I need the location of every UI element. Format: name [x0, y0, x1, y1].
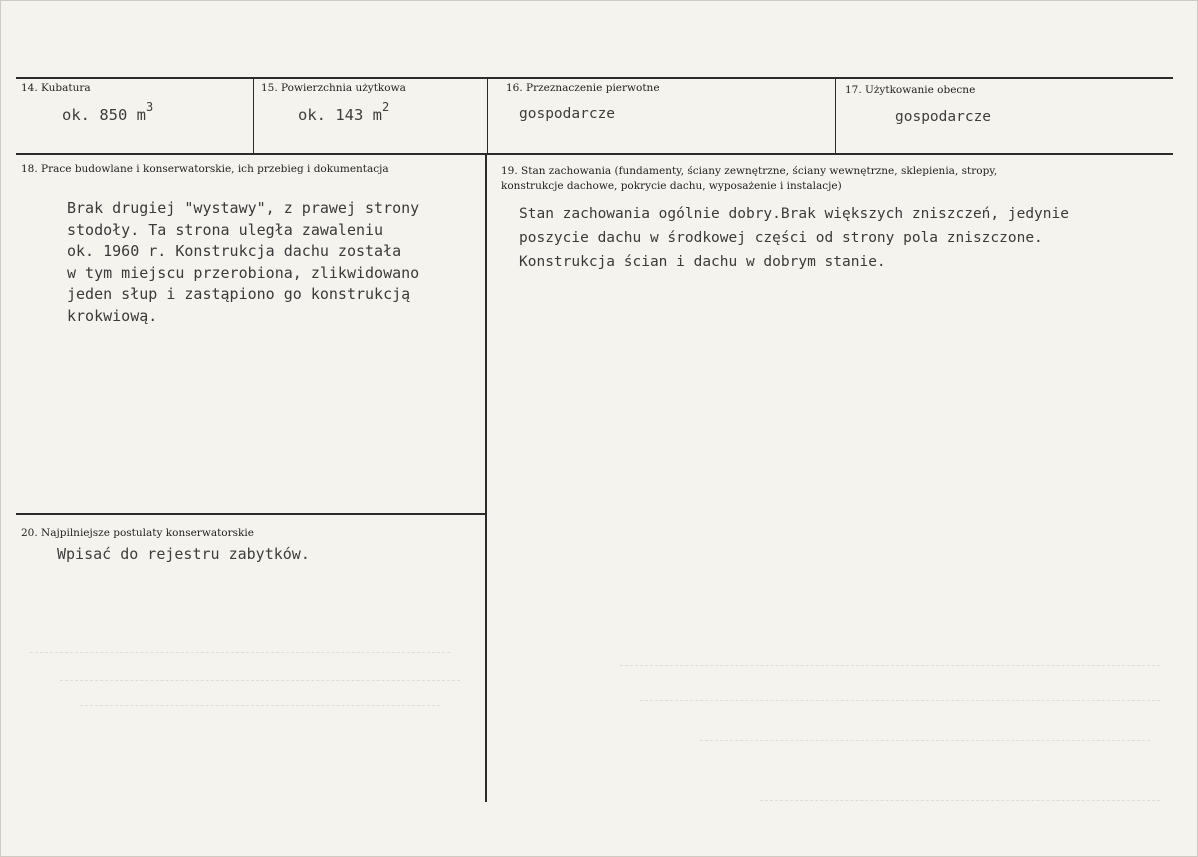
field-18-line: Brak drugiej "wystawy", z prawej strony [67, 199, 420, 217]
field-15-value [298, 100, 390, 125]
field-14-value-text: ok. 850 m [62, 106, 146, 125]
bleed-mark [640, 700, 1160, 701]
field-18-line: krokwiową. [67, 306, 158, 325]
field-20-label: 20. Najpilniejsze postulaty konserwatorskie [21, 527, 254, 539]
field-18-text [67, 198, 419, 327]
divider-16-17 [835, 78, 836, 154]
field-16-label: 16. Przeznaczenie pierwotne [506, 82, 660, 94]
bleed-mark [620, 665, 1160, 666]
row1-bottom-rule [16, 153, 1173, 155]
field-20-value: Wpisać do rejestru zabytków. [57, 545, 310, 563]
section18-bottom-rule [16, 513, 485, 515]
field-14-label: 14. Kubatura [21, 82, 91, 94]
field-16-value: gospodarcze [519, 106, 616, 122]
divider-15-16 [487, 78, 488, 154]
field-15-value-text: ok. 143 m [298, 106, 382, 125]
field-18-line: ok. 1960 r. Konstrukcja dachu została [67, 242, 402, 260]
field-18-line: w tym miejscu przerobiona, zlikwidowano [67, 263, 420, 282]
field-14-exponent: 3 [146, 100, 154, 114]
field-18-line: jeden słup i zastąpiono go konstrukcją [67, 285, 411, 303]
field-14-value [62, 100, 154, 125]
field-19-text [519, 202, 1069, 274]
field-19-line: poszycie dachu w środkowej części od strony pola zniszczone. [519, 230, 1043, 246]
bleed-mark [760, 800, 1160, 801]
divider-main [485, 154, 487, 802]
divider-14-15 [253, 78, 254, 154]
field-19-line: Stan zachowania ogólnie dobry.Brak większych zniszczeń, jedynie [519, 206, 1069, 222]
field-19-label: 19. Stan zachowania (fundamenty, ściany zewnętrzne, ściany wewnętrzne, sklepienia, stropy, [501, 165, 998, 177]
field-17-value: gospodarcze [895, 109, 992, 125]
top-rule [16, 77, 1173, 79]
field-19-label-cont: konstrukcje dachowe, pokrycie dachu, wyposażenie i instalacje) [501, 180, 842, 192]
bleed-mark [30, 652, 450, 653]
field-19-line: Konstrukcja ścian i dachu w dobrym stanie. [519, 254, 886, 270]
field-15-label: 15. Powierzchnia użytkowa [261, 82, 406, 94]
bleed-mark [80, 705, 440, 706]
bleed-mark [60, 680, 460, 681]
bleed-mark [700, 740, 1150, 741]
field-18-label: 18. Prace budowlane i konserwatorskie, ich przebieg i dokumentacja [21, 163, 389, 175]
field-18-line: stodoły. Ta strona uległa zawaleniu [67, 220, 384, 239]
field-17-label: 17. Użytkowanie obecne [845, 84, 976, 96]
field-15-exponent: 2 [382, 100, 390, 114]
